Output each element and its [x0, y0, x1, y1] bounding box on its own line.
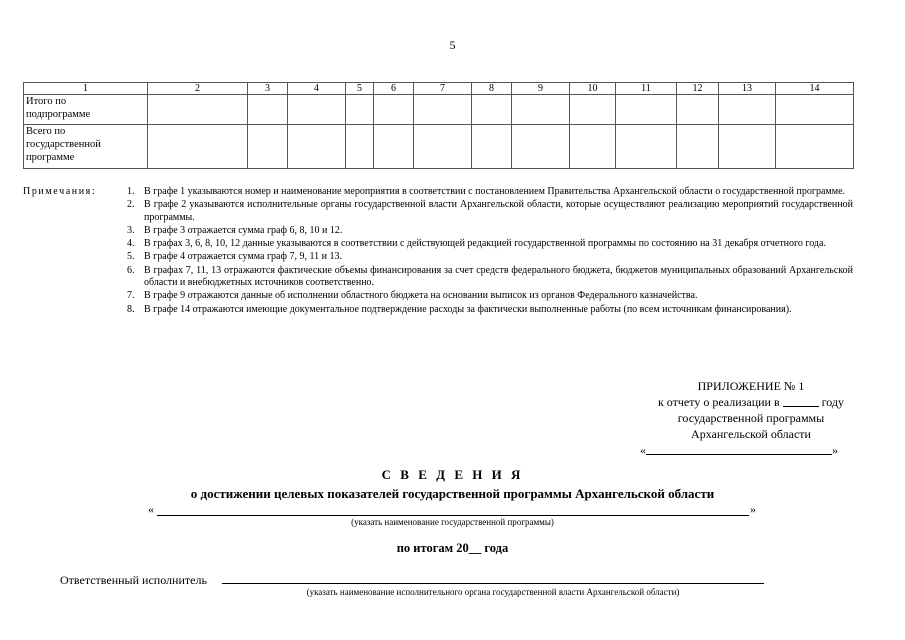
open-quote: «	[640, 443, 646, 457]
table-row-subprogram-total	[24, 95, 854, 125]
appendix-line: Архангельской области	[691, 427, 811, 441]
column-number: 5	[346, 83, 374, 95]
document-subtitle: о достижении целевых показателей государственной программы Архангельской области	[190, 486, 715, 501]
table-cell	[570, 95, 616, 125]
note-number: 2.	[127, 199, 135, 211]
close-quote: »	[832, 443, 838, 457]
appendix-line: государственной программы	[677, 411, 825, 425]
column-number: 7	[414, 83, 472, 95]
table-cell	[288, 125, 346, 169]
appendix-block	[640, 378, 862, 458]
note-number: 4.	[127, 238, 135, 250]
table-cell	[148, 125, 248, 169]
row-label-line: подпрограмме	[26, 109, 91, 120]
note-text: В графе 4 отражается сумма граф 7, 9, 11 и 13.	[144, 251, 342, 263]
financing-table	[23, 82, 854, 169]
column-number: 1	[24, 83, 148, 95]
table-cell	[148, 95, 248, 125]
appendix-line	[640, 442, 862, 458]
note-text: В графах 3, 6, 8, 10, 12 данные указываются в соответствии с действующей редакцией государственной программы по состоянию на 31 декабря отчетного года.	[144, 238, 826, 250]
column-number: 11	[616, 83, 677, 95]
column-number: 4	[288, 83, 346, 95]
table-cell	[616, 95, 677, 125]
appendix-title: ПРИЛОЖЕНИЕ № 1	[697, 379, 805, 393]
note-text: В графе 2 указываются исполнительные органы государственной власти Архангельской области, которые осуществляют реализацию мероприятий государственной программы.	[144, 199, 853, 223]
note-text: В графе 14 отражаются имеющие документальное подтверждение расходы за фактически выполненные работы (по всем источникам финансирования).	[144, 303, 792, 315]
column-number: 8	[472, 83, 512, 95]
document-title: С В Е Д Е Н И Я	[381, 467, 524, 482]
column-number: 2	[148, 83, 248, 95]
note-number: 6.	[127, 264, 135, 276]
column-number: 9	[512, 83, 570, 95]
year-blank	[783, 406, 819, 407]
program-name-line	[157, 502, 749, 516]
executor-hint: (указать наименование исполнительного органа государственной власти Архангельской области)	[306, 587, 680, 597]
note-number: 7.	[127, 290, 135, 302]
table-cell	[414, 95, 472, 125]
row-label	[24, 95, 148, 125]
table-cell	[570, 125, 616, 169]
table-cell	[288, 95, 346, 125]
page-number: 5	[449, 38, 456, 52]
row-label-line: Итого по	[26, 96, 67, 107]
note-text: В графе 3 отражается сумма граф 6, 8, 10 и 12.	[144, 224, 343, 236]
table-cell	[346, 125, 374, 169]
note-number: 3.	[127, 224, 135, 236]
note-text: В графах 7, 11, 13 отражаются фактические объемы финансирования за счет средств федерального бюджета, бюджетов муниципальных образований Архангельской области и внебюджетных источников соответственно.	[144, 264, 853, 289]
table-cell	[248, 95, 288, 125]
table-header-row	[24, 83, 854, 95]
table-row-program-total	[24, 125, 854, 169]
close-quote: »	[750, 502, 756, 516]
program-name-hint: (указать наименование государственной программы)	[351, 517, 554, 527]
table-cell	[512, 95, 570, 125]
table-cell	[472, 125, 512, 169]
row-label-line: программе	[26, 152, 75, 163]
column-number: 12	[677, 83, 719, 95]
note-item	[127, 186, 853, 199]
table-cell	[346, 95, 374, 125]
note-text: В графе 1 указываются номер и наименование мероприятия в соответствии с постановлением Правительства Архангельской области о государственной программе.	[144, 186, 846, 197]
notes-label: Примечания:	[23, 186, 97, 197]
table-cell	[719, 125, 776, 169]
row-label-line: государственной	[26, 139, 101, 150]
note-text: В графе 9 отражаются данные об исполнении областного бюджета на основании выписок из органов Федерального казначейства.	[144, 290, 698, 302]
note-item	[127, 238, 853, 251]
report-period: по итогам 20__ года	[396, 541, 509, 555]
note-item	[127, 225, 853, 238]
program-blank	[646, 454, 832, 455]
table-cell	[248, 125, 288, 169]
table-cell	[677, 95, 719, 125]
table-cell	[414, 125, 472, 169]
note-item	[127, 265, 853, 290]
table-cell	[374, 95, 414, 125]
row-label	[24, 125, 148, 169]
table-cell	[776, 125, 854, 169]
table-cell	[374, 125, 414, 169]
note-item	[127, 251, 853, 264]
column-number: 13	[719, 83, 776, 95]
note-number: 1.	[127, 186, 135, 197]
executor-name-line	[222, 570, 764, 584]
note-item	[127, 290, 853, 303]
table-cell	[776, 95, 854, 125]
appendix-line	[640, 394, 862, 410]
note-item	[127, 304, 853, 317]
column-number: 6	[374, 83, 414, 95]
note-item	[127, 199, 853, 224]
column-number: 10	[570, 83, 616, 95]
appendix-text: к отчету о реализации в	[657, 395, 780, 409]
table-cell	[616, 125, 677, 169]
note-number: 8.	[127, 303, 135, 315]
notes-list	[127, 186, 853, 317]
executor-label: Ответственный исполнитель	[60, 573, 207, 587]
note-number: 5.	[127, 251, 135, 263]
open-quote: «	[148, 502, 154, 516]
row-label-line: Всего по	[26, 126, 66, 137]
column-number: 14	[776, 83, 854, 95]
table-cell	[677, 125, 719, 169]
table-cell	[512, 125, 570, 169]
table-cell	[472, 95, 512, 125]
appendix-text: году	[821, 395, 845, 409]
column-number: 3	[248, 83, 288, 95]
table-cell	[719, 95, 776, 125]
